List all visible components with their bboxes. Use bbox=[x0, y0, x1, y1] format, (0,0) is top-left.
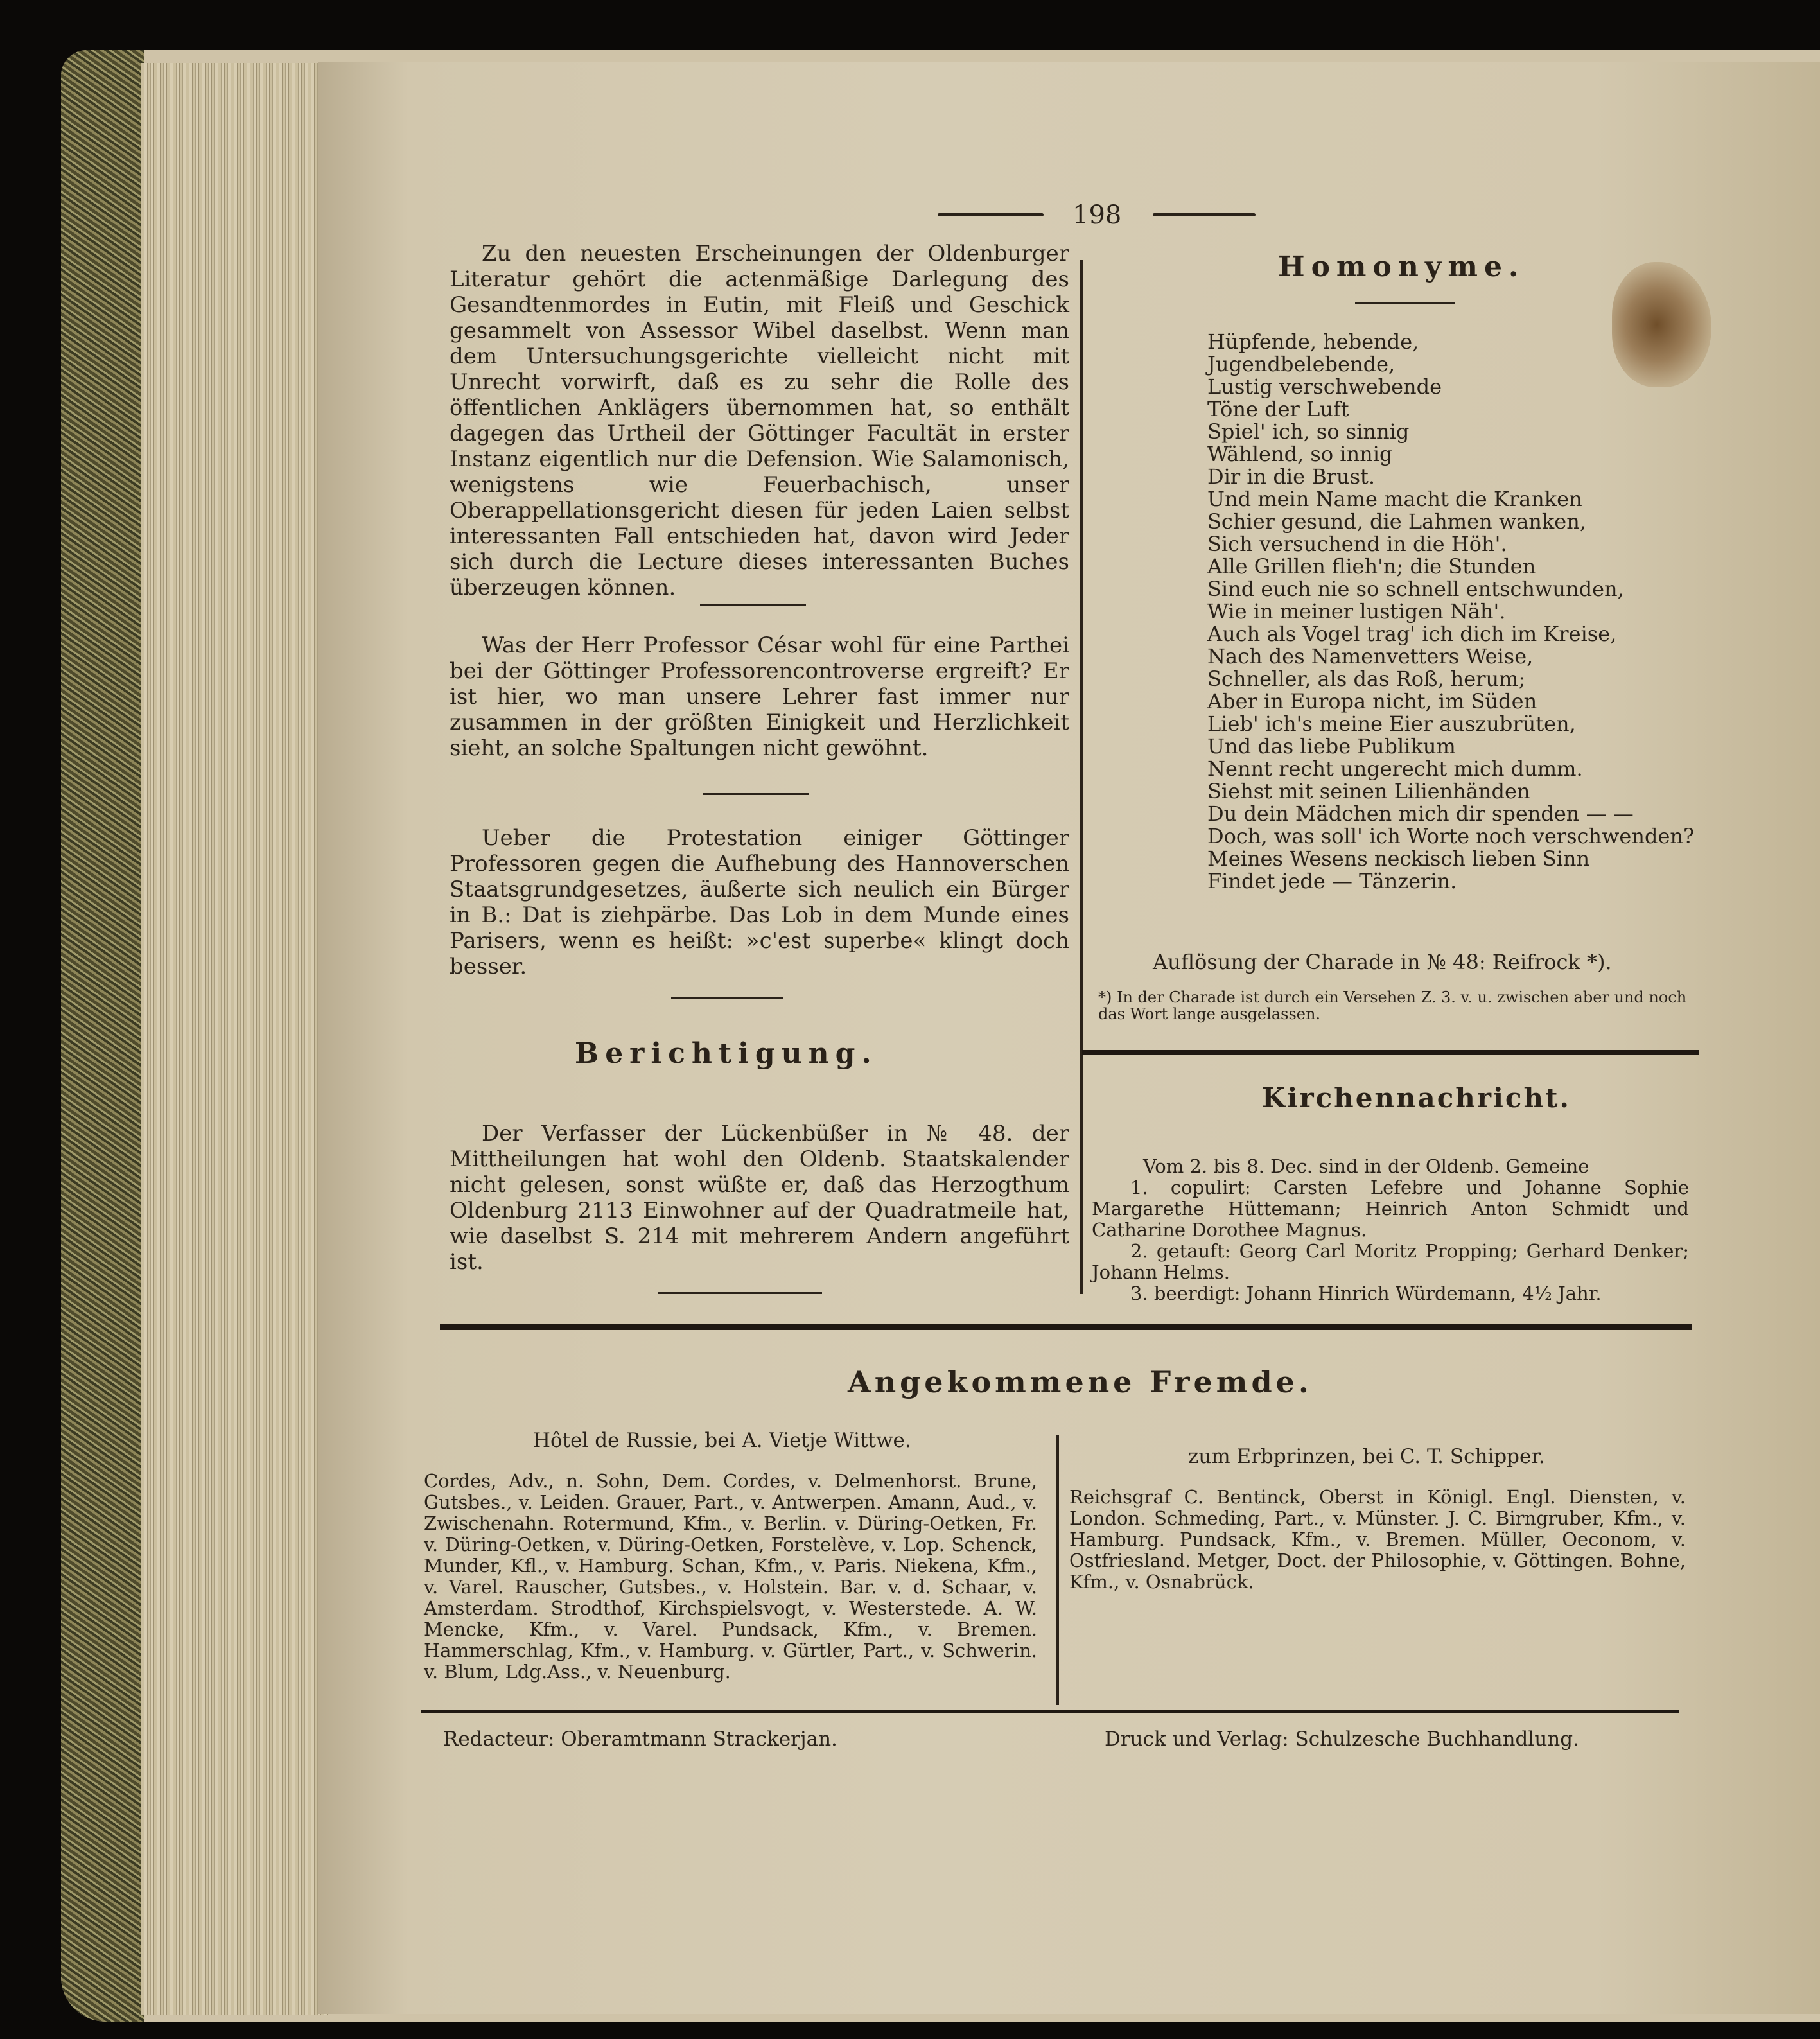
column-divider bbox=[1080, 260, 1083, 1294]
section-rule bbox=[1082, 1050, 1699, 1055]
separator-rule bbox=[703, 793, 809, 795]
poem-line: Schneller, als das Roß, herum; bbox=[1207, 667, 1526, 691]
page-number: 198 bbox=[1072, 200, 1122, 230]
church-copulirt: 1. copulirt: Carsten Lefebre und Johanne Sophie Margarethe Hüttemann; Heinrich Anton Schmidt und Catharine Dorothee Magnus. bbox=[1092, 1177, 1689, 1241]
arrivals-heading: Angekommene Fremde. bbox=[848, 1365, 1313, 1399]
poem-line: Lustig verschwebende bbox=[1207, 374, 1442, 399]
poem-line: Nach des Namenvetters Weise, bbox=[1207, 644, 1534, 669]
poem-line: Wie in meiner lustigen Näh'. bbox=[1207, 599, 1506, 624]
professor-paragraph: Was der Herr Professor César wohl für eine Parthei bei der Göttinger Professorencontroverse ergreift? Er ist hier, wo man unsere Lehrer fast immer nur zusammen in der größten Einigkeit und Herzlichkeit sieht, an solche Spaltungen nicht gewöhnt. bbox=[450, 633, 1069, 761]
hotel-russie-guests bbox=[424, 1471, 1037, 1683]
page-number-rule-right bbox=[1153, 213, 1256, 216]
correction-heading: Berichtigung. bbox=[575, 1037, 878, 1070]
poem bbox=[1207, 329, 1695, 893]
poem-line: Wählend, so innig bbox=[1207, 442, 1393, 466]
poem-line: Aber in Europa nicht, im Süden bbox=[1207, 689, 1537, 713]
poem-line: Sich versuchend in die Höh'. bbox=[1207, 532, 1507, 556]
erbprinzen-title: zum Erbprinzen, bei C. T. Schipper. bbox=[1188, 1445, 1545, 1468]
separator-rule bbox=[658, 1292, 822, 1294]
separator-rule bbox=[671, 997, 783, 999]
church-getauft: 2. getauft: Georg Carl Moritz Propping; Gerhard Denker; Johann Helms. bbox=[1092, 1240, 1689, 1283]
charade-solution: Auflösung der Charade in № 48: Reifrock *). bbox=[1153, 950, 1612, 974]
poem-line: Schier gesund, die Lahmen wanken, bbox=[1207, 509, 1586, 534]
arrivals-column-divider bbox=[1056, 1435, 1059, 1705]
erbprinzen-guests bbox=[1069, 1487, 1686, 1593]
erbprinzen-guest-list: Reichsgraf C. Bentinck, Oberst in Königl. Engl. Diensten, v. London. Schmeding, Part., v. Münster. J. C. Birngruber, Kfm., v. Hamburg. Pundsack, Kfm., v. Bremen. Müller, Oeconom, v. Ostfriesland. Metger, Doct. der Philosophie, v. Göttingen. Bohne, Kfm., v. Osnabrück. bbox=[1069, 1486, 1686, 1593]
footer-rule bbox=[421, 1710, 1679, 1713]
poem-line: Töne der Luft bbox=[1207, 397, 1349, 421]
poem-line: Lieb' ich's meine Eier auszubrüten, bbox=[1207, 712, 1576, 736]
left-column bbox=[450, 241, 1069, 600]
poem-line: Findet jede — Tänzerin. bbox=[1207, 869, 1457, 893]
poem-line: Doch, was soll' ich Worte noch verschwenden? bbox=[1207, 824, 1695, 848]
church-beerdigt: 3. beerdigt: Johann Hinrich Würdemann, 4½ Jahr. bbox=[1130, 1282, 1602, 1304]
hotel-russie-title: Hôtel de Russie, bei A. Vietje Wittwe. bbox=[533, 1429, 911, 1452]
hotel-russie-guest-list: Cordes, Adv., n. Sohn, Dem. Cordes, v. Delmenhorst. Brune, Gutsbes., v. Leiden. Grauer, Part., v. Antwerpen. Amann, Aud., v. Zwischenahn. Rotermund, Kfm., v. Berlin. v. Düring-Oetken, Fr. v. Düring-Oetken, v. Düring-Oetken, Forstelève, v. Lop. Schenck, Munder, Kfl., v. Hamburg. Schan, Kfm., v. Paris. Niekena, Kfm., v. Varel. Rauscher, Gutsbes., v. Holstein. Bar. v. d. Schaar, v. Amsterdam. Strodthof, Kirchspielsvogt, v. Westerstede. A. W. Mencke, Kfm., v. Varel. Pundsack, Kfm., v. Bremen. Hammerschlag, Kfm., v. Hamburg. v. Gürtler, Part., v. Schwerin. v. Blum, Ldg.Ass., v. Neuenburg. bbox=[424, 1470, 1037, 1683]
poem-line: Siehst mit seinen Lilienhänden bbox=[1207, 779, 1530, 803]
professor-paragraph-block bbox=[450, 633, 1069, 761]
poem-line: Alle Grillen flieh'n; die Stunden bbox=[1207, 554, 1536, 579]
protest-paragraph-block bbox=[450, 825, 1069, 979]
separator-rule bbox=[700, 604, 806, 606]
poem-line: Und das liebe Publikum bbox=[1207, 734, 1456, 758]
poem-line: Nennt recht ungerecht mich dumm. bbox=[1207, 757, 1583, 781]
poem-line: Dir in die Brust. bbox=[1207, 464, 1376, 489]
protest-paragraph: Ueber die Protestation einiger Göttinger Professoren gegen die Aufhebung des Hannoverschen Staatsgrundgesetzes, äußerte sich neulich ein Bürger in B.: Dat is ziehpärbe. Das Lob in dem Munde eines Parisers, wenn es heißt: »c'est superbe« klingt doch besser. bbox=[450, 825, 1069, 979]
footnote: *) In der Charade ist durch ein Versehen Z. 3. v. u. zwischen aber und noch das Wort lange ausgelassen. bbox=[1098, 988, 1687, 1023]
poem-line: Hüpfende, hebende, bbox=[1207, 329, 1419, 354]
editor-line: Redacteur: Oberamtmann Strackerjan. bbox=[443, 1728, 837, 1751]
poem-line: Spiel' ich, so sinnig bbox=[1207, 419, 1410, 444]
correction-text: Der Verfasser der Lückenbüßer in № 48. der Mittheilungen hat wohl den Oldenb. Staatskalender nicht gelesen, sonst wüßte er, daß das Herzogthum Oldenburg 2113 Einwohner auf der Quadratmeile hat, wie daselbst S. 214 mit mehrerem Andern angeführt ist. bbox=[450, 1121, 1069, 1275]
literature-paragraph: Zu den neuesten Erscheinungen der Oldenburger Literatur gehört die actenmäßige Darlegung des Gesandtenmordes in Eutin, mit Fleiß und Geschick gesammelt von Assessor Wibel daselbst. Wenn man dem Untersuchungsgerichte vielleicht nicht mit Unrecht vorwirft, daß es zu sehr die Rolle des öffentlichen Anklägers übernommen hat, so enthält dagegen das Urtheil der Göttinger Facultät in erster Instanz eigentlich nur die Defension. Wie Salamonisch, wenigstens wie Feuerbachisch, unser Oberappellationsgericht diesen für jeden Laien selbst interessanten Fall entschieden hat, davon wird Jeder sich durch die Lecture dieses interessanten Buches überzeugen können. bbox=[450, 241, 1069, 600]
poem-heading: Homonyme. bbox=[1278, 250, 1525, 283]
section-rule-thick bbox=[440, 1324, 1692, 1330]
poem-line: Sind euch nie so schnell entschwunden, bbox=[1207, 577, 1624, 601]
poem-line: Auch als Vogel trag' ich dich im Kreise, bbox=[1207, 622, 1617, 646]
book-cover-edge bbox=[61, 50, 144, 2022]
poem-line: Meines Wesens neckisch lieben Sinn bbox=[1207, 846, 1590, 871]
church-news bbox=[1092, 1156, 1689, 1304]
separator-rule bbox=[1355, 302, 1455, 304]
poem-line: Und mein Name macht die Kranken bbox=[1207, 487, 1582, 511]
poem-line: Du dein Mädchen mich dir spenden — — bbox=[1207, 801, 1634, 826]
church-intro: Vom 2. bis 8. Dec. sind in der Oldenb. Gemeine bbox=[1143, 1155, 1589, 1177]
correction-block bbox=[450, 1121, 1069, 1275]
page-stack-edges bbox=[141, 63, 328, 2015]
page-number-rule-left bbox=[938, 213, 1044, 216]
poem-line: Jugendbelebende, bbox=[1207, 352, 1396, 376]
church-heading: Kirchennachricht. bbox=[1262, 1082, 1571, 1114]
publisher-line: Druck und Verlag: Schulzesche Buchhandlung. bbox=[1105, 1728, 1579, 1751]
